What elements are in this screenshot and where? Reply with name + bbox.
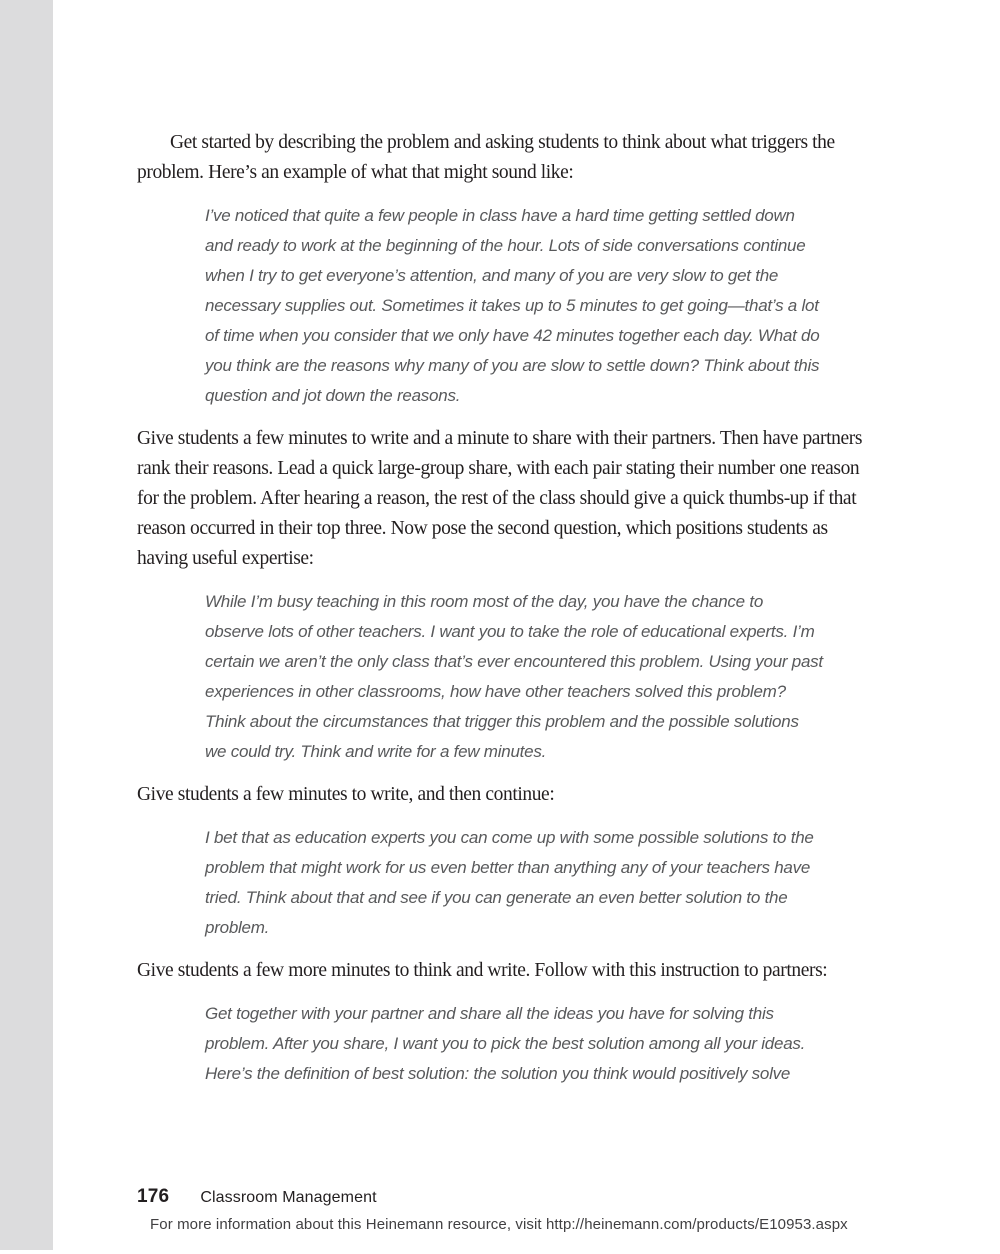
- body-paragraph: Give students a few minutes to write, and then continue:: [137, 784, 555, 805]
- teacher-script-quote: I bet that as education experts you can come up with some possible solutions to the problem that might work for us even better than anything any of your teachers have tried. Think about that and see if you can generate an even better solution to the problem.: [205, 828, 814, 937]
- resource-url-note: For more information about this Heinemann resource, visit http://heinemann.com/products/E10953.aspx: [150, 1216, 848, 1233]
- teacher-script-quote: Get together with your partner and share all the ideas you have for solving this problem. After you share, I want you to pick the best solution among all your ideas. Here’s the definition of best solution: the solution you think would positively solve: [205, 1004, 806, 1083]
- footer-running-line: [137, 1186, 877, 1208]
- page-number: 176: [137, 1186, 170, 1207]
- page-footer: [137, 1186, 877, 1233]
- scan-edge-strip: [0, 0, 53, 1250]
- page-body-text: [137, 128, 864, 1089]
- body-paragraph: Give students a few minutes to write and a minute to share with their partners. Then have partners rank their reasons. Lead a quick large-group share, with each pair stating their number one reason for the problem. After hearing a reason, the rest of the class should give a quick thumbs-up if that reason occurred in their top three. Now pose the second question, which positions students as having useful expertise:: [137, 428, 863, 569]
- teacher-script-quote: I’ve noticed that quite a few people in class have a hard time getting settled down and ready to work at the beginning of the hour. Lots of side conversations continue when I try to get everyone’s attention, and many of you are very slow to get the necessary supplies out. Sometimes it takes up to 5 minutes to get going—that’s a lot of time when you consider that we only have 42 minutes together each day. What do you think are the reasons why many of you are slow to settle down? Think about this question and jot down the reasons.: [205, 206, 820, 405]
- teacher-script-quote: While I’m busy teaching in this room most of the day, you have the chance to observe lots of other teachers. I want you to take the role of educational experts. I’m certain we aren’t the only class that’s ever encountered this problem. Using your past experiences in other classrooms, how have other teachers solved this problem? Think about the circumstances that trigger this problem and the possible solutions we could try. Think and write for a few minutes.: [205, 592, 823, 761]
- body-paragraph: Give students a few more minutes to think and write. Follow with this instruction to partners:: [137, 960, 828, 981]
- book-title: Classroom Management: [200, 1189, 377, 1206]
- body-paragraph: Get started by describing the problem and asking students to think about what triggers the problem. Here’s an example of what that might sound like:: [137, 132, 835, 183]
